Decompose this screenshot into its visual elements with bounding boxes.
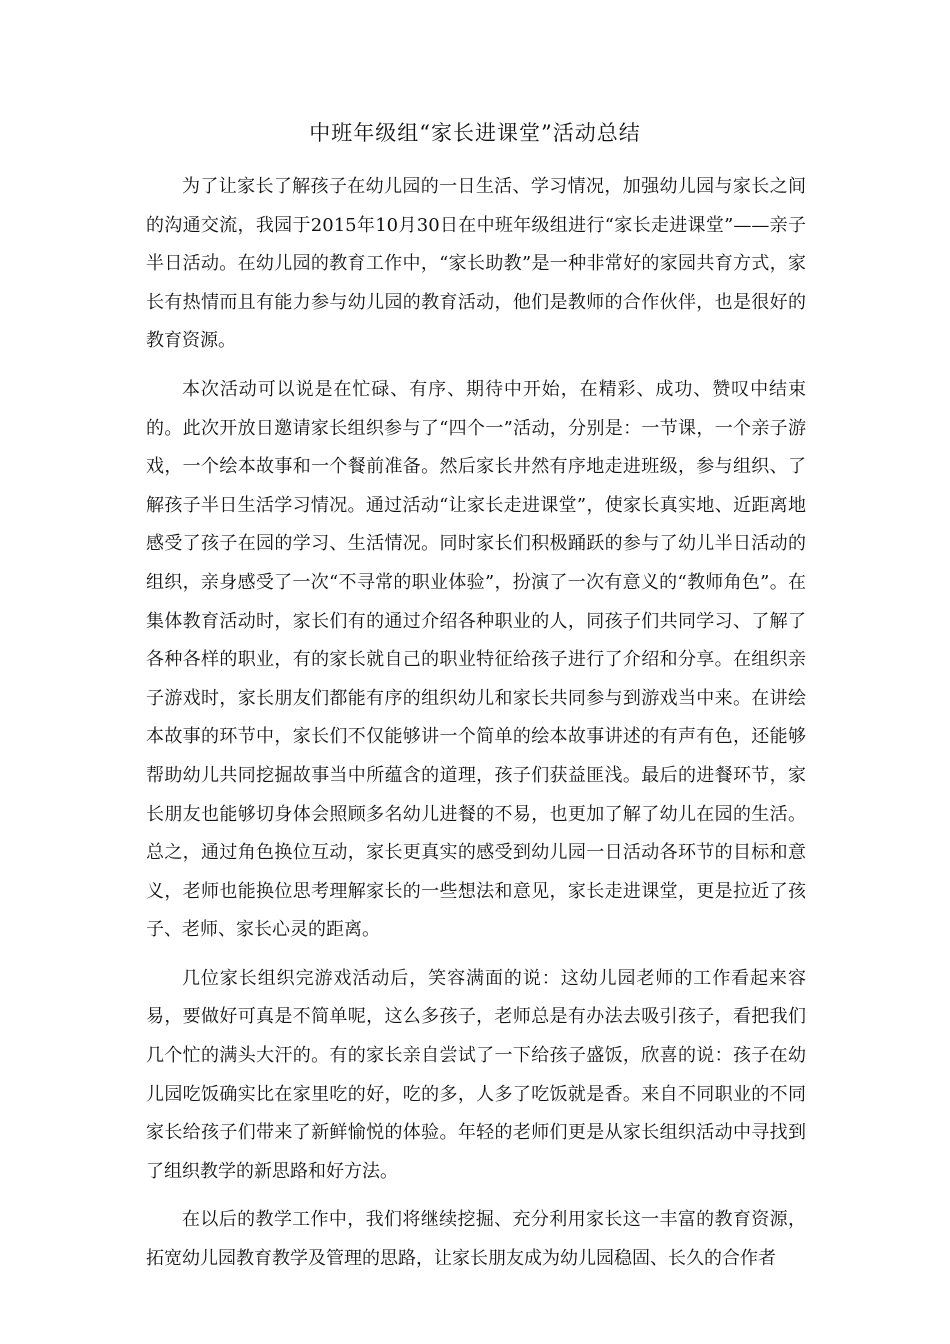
paragraph-2: 本次活动可以说是在忙碌、有序、期待中开始，在精彩、成功、赞叹中结束的。此次开放日邀请家长组织参与了“四个一”活动，分别是：一节课，一个亲子游戏，一个绘本故事和一个餐前准备。然后家长井然有序地走进班级，参与组织、了解孩子半日生活学习情况。通过活动“让家长走进课堂”，使家长真实地、近距离地感受了孩子在园的学习、生活情况。同时家长们积极踊跃的参与了幼儿半日活动的组织，亲身感受了一次“不寻常的职业体验”，扮演了一次有意义的“教师角色”。在集体教育活动时，家长们有的通过介绍各种职业的人，同孩子们共同学习、了解了各种各样的职业，有的家长就自己的职业特征给孩子进行了介绍和分享。在组织亲子游戏时，家长朋友们都能有序的组织幼儿和家长共同参与到游戏当中来。在讲绘本故事的环节中，家长们不仅能够讲一个简单的绘本故事讲述的有声有色，还能够帮助幼儿共同挖掘故事当中所蕴含的道理，孩子们获益匪浅。最后的进餐环节，家长朋友也能够切身体会照顾多名幼儿进餐的不易，也更加了解了幼儿在园的生活。总之，通过角色换位互动，家长更真实的感受到幼儿园一日活动各环节的目标和意义，老师也能换位思考理解家长的一些想法和意见，家长走进课堂，更是拉近了孩子、老师、家长心灵的距离。 [146,378,806,941]
paragraph-3: 几位家长组织完游戏活动后，笑容满面的说：这幼儿园老师的工作看起来容易，要做好可真是不简单呢，这么多孩子，老师总是有办法去吸引孩子，看把我们几个忙的满头大汗的。有的家长亲自尝试了一下给孩子盛饭，欣喜的说：孩子在幼儿园吃饭确实比在家里吃的好，吃的多，人多了吃饭就是香。来自不同职业的不同家长给孩子们带来了新鲜愉悦的体验。年轻的老师们更是从家长组织活动中寻找到了组织教学的新思路和好方法。 [146,967,806,1182]
paragraph-1: 为了让家长了解孩子在幼儿园的一日生活、学习情况，加强幼儿园与家长之间的沟通交流，我园于2015年10月30日在中班年级组进行“家长走进课堂”——亲子半日活动。在幼儿园的教育工作中，“家长助教”是一种非常好的家园共育方式，家长有热情而且有能力参与幼儿园的教育活动，他们是教师的合作伙伴，也是很好的教育资源。 [146,176,806,352]
paragraph-4: 在以后的教学工作中，我们将继续挖掘、充分利用家长这一丰富的教育资源，拓宽幼儿园教育教学及管理的思路，让家长朋友成为幼儿园稳固、长久的合作者 [146,1209,806,1270]
document-title: 中班年级组“家长进课堂”活动总结 [309,121,641,145]
document-body [146,168,806,1289]
